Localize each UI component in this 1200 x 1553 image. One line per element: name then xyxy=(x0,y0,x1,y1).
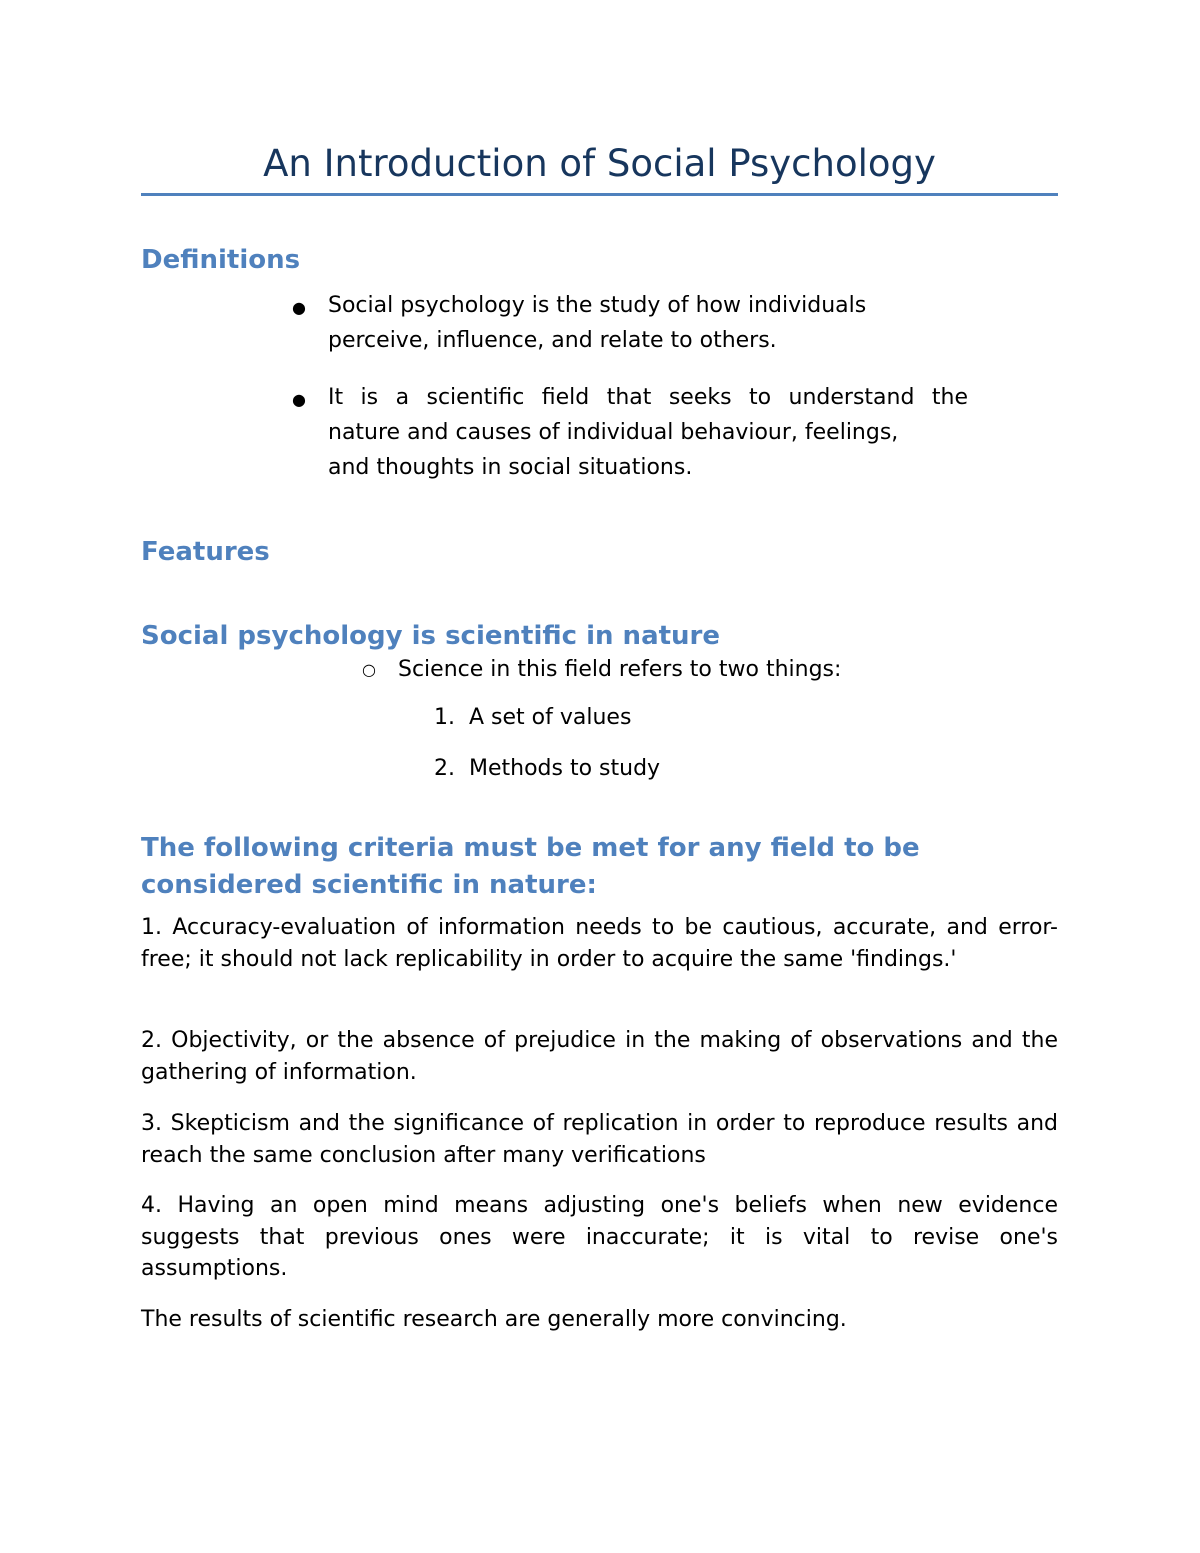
numbered-item-number: 2. xyxy=(434,756,455,781)
criteria-paragraph-1: 1. Accuracy-evaluation of information needs to be cautious, accurate, and error-free; it should not lack replicability in order to acquire the same 'findings.' xyxy=(141,915,1058,972)
definition-bullet-2-line-3: and thoughts in social situations. xyxy=(328,455,693,480)
numbered-item-text: A set of values xyxy=(469,705,632,730)
scientific-heading: Social psychology is scientific in nature xyxy=(141,621,721,651)
criteria-paragraph-2: 2. Objectivity, or the absence of prejudice in the making of observations and the gathering of information. xyxy=(141,1028,1058,1085)
definition-bullet-1 xyxy=(328,288,968,358)
bullet-dot-icon: ● xyxy=(292,390,306,409)
criteria-heading-line-1: The following criteria must be met for any field to be xyxy=(141,833,920,863)
definition-bullet-2-line-2: nature and causes of individual behaviour, feelings, xyxy=(328,420,899,445)
criteria-paragraph-4: 4. Having an open mind means adjusting one's beliefs when new evidence suggests that previous ones were inaccurate; it is vital to revise one's assumptions. xyxy=(141,1193,1058,1281)
science-sub-bullet: Science in this field refers to two things: xyxy=(398,657,842,682)
definition-bullet-2 xyxy=(328,380,968,485)
title-underline xyxy=(141,193,1058,196)
definitions-heading: Definitions xyxy=(141,245,301,275)
criteria-paragraph-3: 3. Skepticism and the significance of replication in order to reproduce results and reach the same conclusion after many verifications xyxy=(141,1111,1058,1168)
page-title: An Introduction of Social Psychology xyxy=(263,142,936,185)
definition-bullet-2-line-1: It is a scientific field that seeks to understand the xyxy=(328,385,968,410)
closing-statement: The results of scientific research are generally more convincing. xyxy=(141,1307,847,1332)
bullet-dot-icon: ● xyxy=(292,298,306,317)
circle-bullet-icon: ○ xyxy=(362,660,376,679)
features-heading: Features xyxy=(141,537,270,567)
definition-bullet-1-line-1: Social psychology is the study of how individuals xyxy=(328,293,867,318)
criteria-heading-line-2: considered scientific in nature: xyxy=(141,870,597,900)
criteria-heading xyxy=(141,830,1058,904)
definition-bullet-1-line-2: perceive, influence, and relate to others. xyxy=(328,328,777,353)
numbered-item-number: 1. xyxy=(434,705,455,730)
numbered-item-text: Methods to study xyxy=(469,756,661,781)
